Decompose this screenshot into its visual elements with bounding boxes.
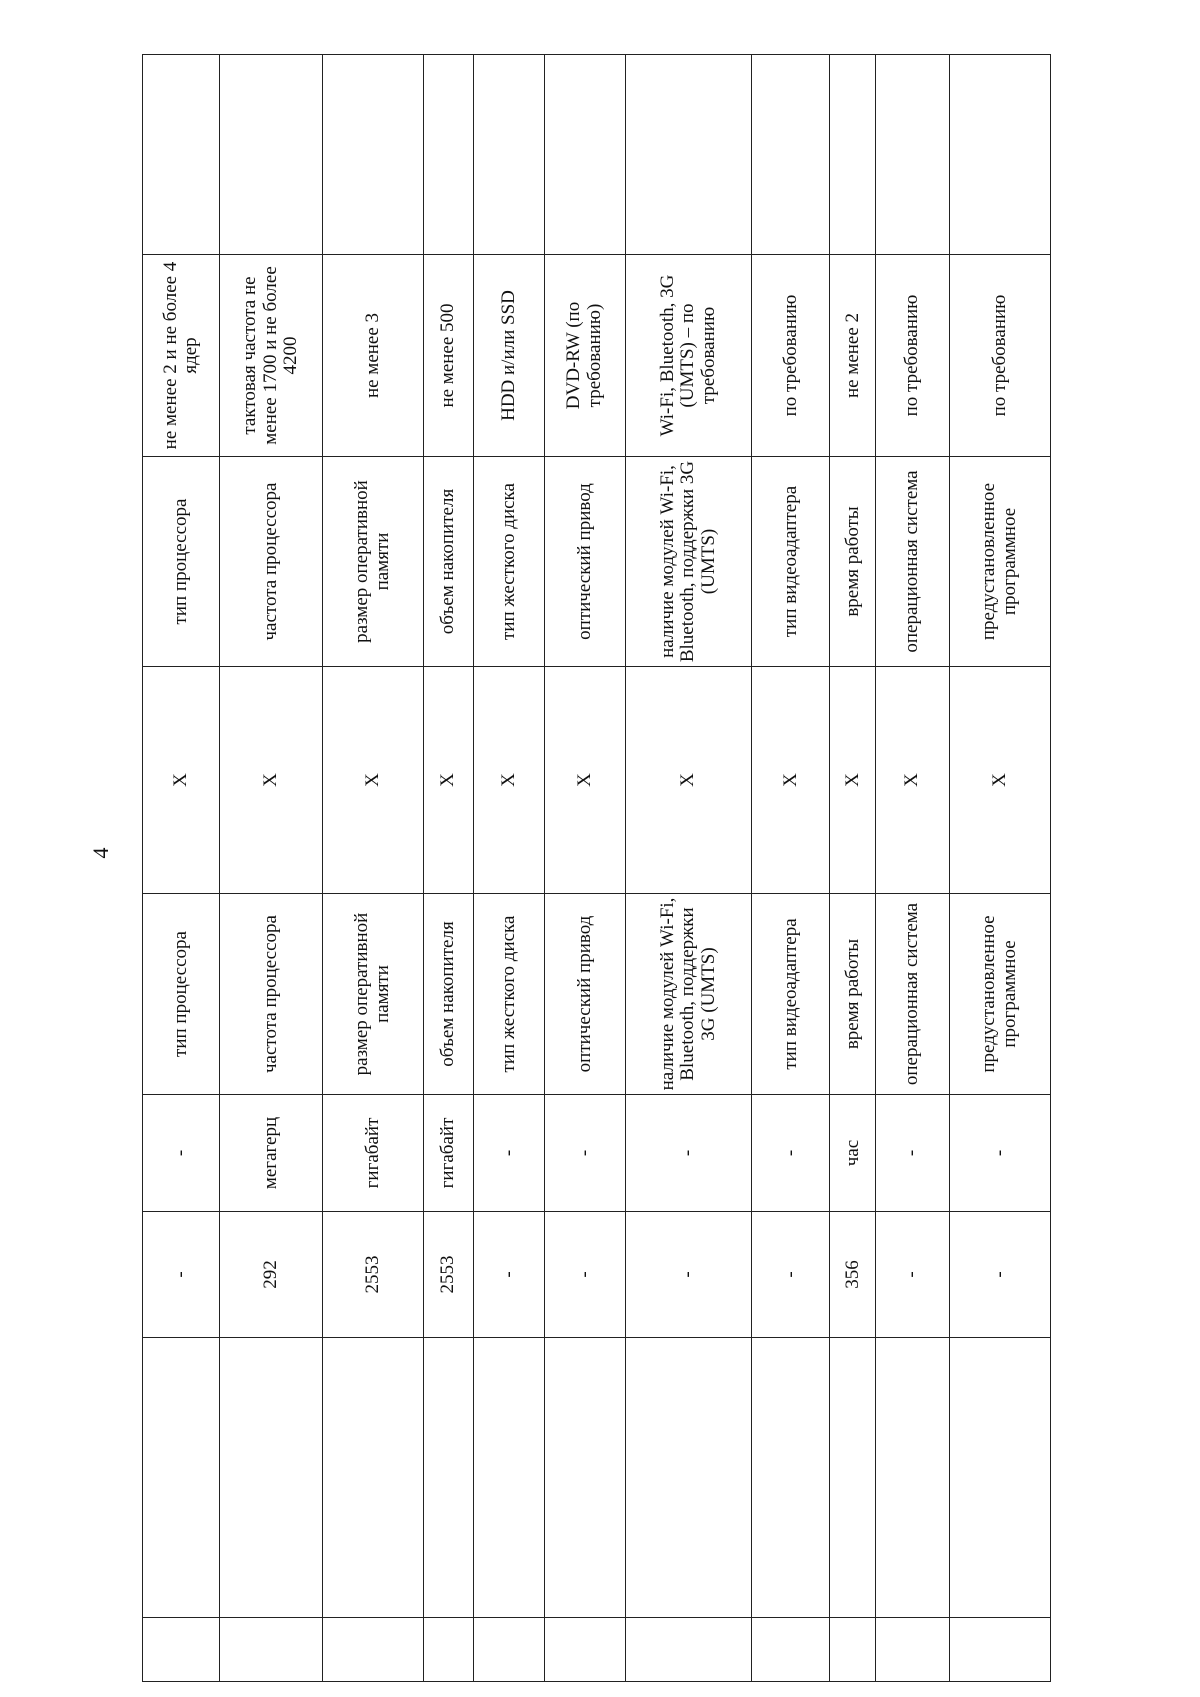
cell-note [830, 55, 876, 255]
cell-unit-code: - [876, 1212, 949, 1338]
cell-first [474, 1618, 545, 1682]
cell-value: не менее 2 [830, 255, 876, 457]
cell-first [424, 1618, 474, 1682]
cell-value: тактовая частота не менее 1700 и не более 4200 [220, 255, 322, 457]
cell-unit: гигабайт [322, 1095, 423, 1212]
table-row [220, 55, 322, 1682]
cell-parameter-name: предустановленное программное [949, 457, 1050, 667]
cell-mark: X [949, 667, 1050, 894]
cell-unit: - [625, 1095, 751, 1212]
table-row [876, 55, 949, 1682]
cell-first [625, 1618, 751, 1682]
cell-note [949, 55, 1050, 255]
cell-blank-wide [545, 1338, 625, 1618]
table-row [752, 55, 830, 1682]
table-row [545, 55, 625, 1682]
cell-first [752, 1618, 830, 1682]
cell-characteristic-name: наличие модулей Wi-Fi, Bluetooth, поддержки 3G (UMTS) [625, 894, 751, 1095]
cell-blank-wide [424, 1338, 474, 1618]
cell-mark: X [322, 667, 423, 894]
cell-characteristic-name: тип жесткого диска [474, 894, 545, 1095]
table-row [474, 55, 545, 1682]
cell-mark: X [876, 667, 949, 894]
cell-parameter-name: тип жесткого диска [474, 457, 545, 667]
cell-parameter-name: операционная система [876, 457, 949, 667]
cell-blank-wide [625, 1338, 751, 1618]
cell-unit-code: 2553 [424, 1212, 474, 1338]
cell-parameter-name: размер оперативной памяти [322, 457, 423, 667]
cell-first [322, 1618, 423, 1682]
cell-unit-code: - [143, 1212, 220, 1338]
cell-parameter-name: частота процессора [220, 457, 322, 667]
cell-first [143, 1618, 220, 1682]
cell-characteristic-name: предустановленное программное [949, 894, 1050, 1095]
cell-note [876, 55, 949, 255]
cell-note [220, 55, 322, 255]
cell-first [830, 1618, 876, 1682]
cell-unit: - [545, 1095, 625, 1212]
cell-mark: X [424, 667, 474, 894]
cell-value: DVD-RW (по требованию) [545, 255, 625, 457]
cell-parameter-name: тип процессора [143, 457, 220, 667]
cell-unit-code: 2553 [322, 1212, 423, 1338]
cell-note [424, 55, 474, 255]
table-row [830, 55, 876, 1682]
cell-characteristic-name: операционная система [876, 894, 949, 1095]
cell-blank-wide [752, 1338, 830, 1618]
cell-characteristic-name: оптический привод [545, 894, 625, 1095]
cell-characteristic-name: частота процессора [220, 894, 322, 1095]
cell-unit-code: - [752, 1212, 830, 1338]
cell-value: HDD и/или SSD [474, 255, 545, 457]
cell-blank-wide [143, 1338, 220, 1618]
cell-unit: - [949, 1095, 1050, 1212]
cell-characteristic-name: время работы [830, 894, 876, 1095]
cell-value: по требованию [949, 255, 1050, 457]
cell-blank-wide [322, 1338, 423, 1618]
cell-unit-code: - [949, 1212, 1050, 1338]
cell-value: не менее 500 [424, 255, 474, 457]
cell-characteristic-name: тип процессора [143, 894, 220, 1095]
cell-note [474, 55, 545, 255]
cell-mark: X [143, 667, 220, 894]
cell-unit: - [143, 1095, 220, 1212]
cell-unit: час [830, 1095, 876, 1212]
cell-note [322, 55, 423, 255]
cell-blank-wide [876, 1338, 949, 1618]
cell-blank-wide [220, 1338, 322, 1618]
cell-mark: X [830, 667, 876, 894]
cell-characteristic-name: объем накопителя [424, 894, 474, 1095]
cell-note [143, 55, 220, 255]
cell-unit: гигабайт [424, 1095, 474, 1212]
cell-value: не менее 3 [322, 255, 423, 457]
cell-unit-code: 356 [830, 1212, 876, 1338]
cell-characteristic-name: тип видеоадаптера [752, 894, 830, 1095]
cell-value: не менее 2 и не более 4 ядер [143, 255, 220, 457]
cell-parameter-name: наличие модулей Wi-Fi, Bluetooth, поддержки 3G (UMTS) [625, 457, 751, 667]
cell-first [220, 1618, 322, 1682]
table-row [949, 55, 1050, 1682]
cell-unit-code: 292 [220, 1212, 322, 1338]
table-row [424, 55, 474, 1682]
table-row [322, 55, 423, 1682]
cell-mark: X [474, 667, 545, 894]
cell-parameter-name: тип видеоадаптера [752, 457, 830, 667]
cell-mark: X [625, 667, 751, 894]
cell-first [545, 1618, 625, 1682]
cell-parameter-name: оптический привод [545, 457, 625, 667]
table-row [625, 55, 751, 1682]
cell-unit: мегагерц [220, 1095, 322, 1212]
specification-table [142, 54, 1051, 1682]
cell-unit: - [752, 1095, 830, 1212]
table-row [143, 55, 220, 1682]
cell-unit: - [876, 1095, 949, 1212]
cell-first [949, 1618, 1050, 1682]
cell-first [876, 1618, 949, 1682]
cell-blank-wide [949, 1338, 1050, 1618]
cell-note [752, 55, 830, 255]
cell-value: по требованию [752, 255, 830, 457]
cell-mark: X [220, 667, 322, 894]
cell-mark: X [752, 667, 830, 894]
cell-note [625, 55, 751, 255]
cell-value: по требованию [876, 255, 949, 457]
cell-parameter-name: объем накопителя [424, 457, 474, 667]
cell-unit: - [474, 1095, 545, 1212]
cell-note [545, 55, 625, 255]
cell-unit-code: - [474, 1212, 545, 1338]
cell-unit-code: - [625, 1212, 751, 1338]
cell-unit-code: - [545, 1212, 625, 1338]
cell-blank-wide [474, 1338, 545, 1618]
cell-value: Wi-Fi, Bluetooth, 3G (UMTS) – по требованию [625, 255, 751, 457]
page-number: 4 [88, 847, 113, 859]
cell-mark: X [545, 667, 625, 894]
cell-blank-wide [830, 1338, 876, 1618]
cell-characteristic-name: размер оперативной памяти [322, 894, 423, 1095]
cell-parameter-name: время работы [830, 457, 876, 667]
